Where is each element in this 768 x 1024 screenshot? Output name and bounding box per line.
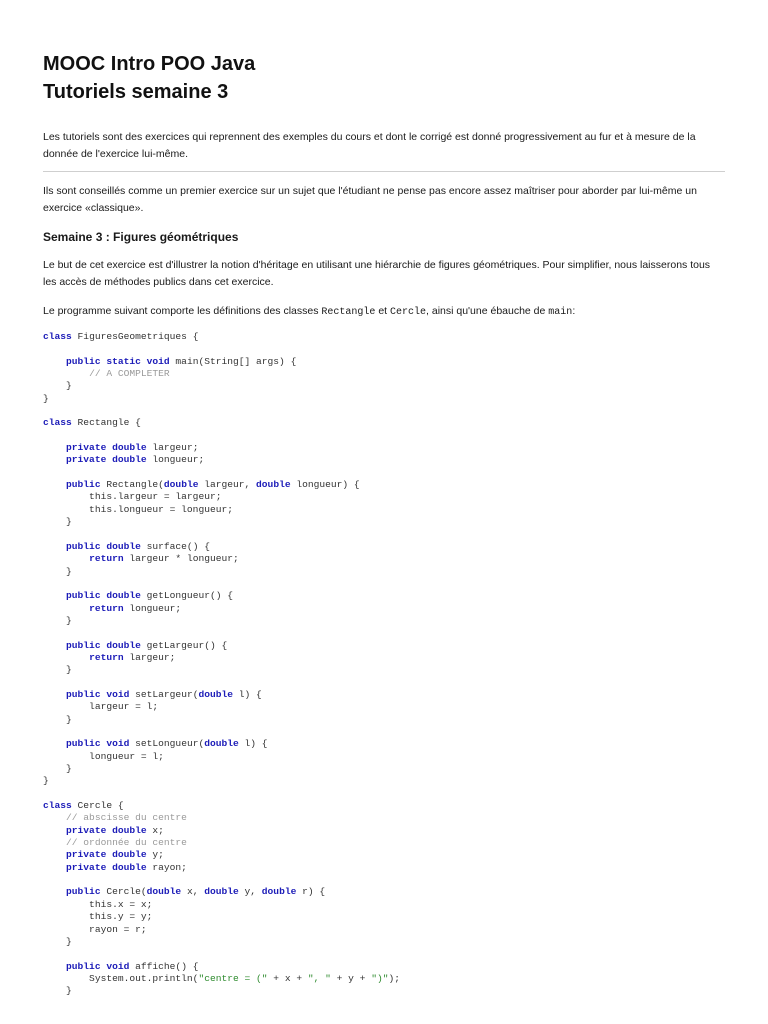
- code-text: Rectangle {: [71, 417, 141, 429]
- code-text: getLargeur() {: [140, 639, 228, 651]
- code-text: [43, 961, 66, 972]
- code-text: y;: [146, 849, 164, 861]
- program-intro-end: :: [572, 305, 576, 317]
- code-line: [43, 664, 72, 675]
- code-line: [43, 961, 198, 972]
- code-keyword: public void: [66, 688, 130, 700]
- code-line: [43, 812, 187, 823]
- code-line: [43, 380, 72, 391]
- code-line: [43, 640, 227, 651]
- code-text: [43, 356, 66, 367]
- code-line: [43, 899, 152, 910]
- code-text: }: [43, 713, 72, 725]
- code-text: [43, 368, 89, 379]
- program-intro-after: , ainsi qu'une ébauche de: [426, 305, 549, 317]
- code-keyword: double: [204, 738, 239, 750]
- code-keyword: private double: [66, 824, 147, 836]
- code-comment: // abscisse du centre: [66, 812, 187, 824]
- code-keyword: public double: [66, 540, 141, 552]
- section-heading: Semaine 3 : Figures géométriques: [43, 230, 239, 244]
- code-text: }: [43, 392, 49, 404]
- code-text: [43, 640, 66, 651]
- code-text: }: [43, 664, 72, 676]
- code-line: [43, 738, 268, 749]
- code-text: r) {: [296, 886, 326, 898]
- code-comment: // ordonnée du centre: [66, 837, 187, 849]
- code-keyword: double: [163, 479, 199, 491]
- code-line: [43, 491, 221, 502]
- code-text: }: [43, 763, 72, 775]
- code-text: [43, 442, 66, 453]
- code-text: x;: [146, 824, 164, 836]
- code-text: [43, 479, 66, 490]
- code-keyword: private double: [66, 454, 147, 466]
- code-block: [43, 331, 725, 998]
- code-keyword: public double: [66, 590, 141, 602]
- code-text: + y +: [330, 972, 372, 984]
- code-text: largeur;: [146, 442, 199, 454]
- code-keyword: double: [146, 886, 182, 898]
- code-text: [43, 825, 66, 836]
- program-intro-between: et: [375, 305, 390, 317]
- document-title: [43, 50, 725, 106]
- code-keyword: public: [66, 886, 101, 898]
- code-text: [43, 849, 66, 860]
- code-line: [43, 800, 124, 811]
- code-text: [43, 812, 66, 823]
- code-text: this.x = x;: [43, 898, 153, 910]
- code-text: largeur;: [123, 651, 176, 663]
- code-line: [43, 454, 204, 465]
- code-line: [43, 924, 147, 935]
- code-text: longueur;: [146, 454, 205, 466]
- code-line: [43, 751, 164, 762]
- code-line: [43, 714, 72, 725]
- divider: [43, 171, 725, 172]
- code-text: l) {: [233, 688, 262, 700]
- code-text: largeur * longueur;: [123, 553, 239, 565]
- code-line: [43, 504, 233, 515]
- code-line: [43, 985, 72, 996]
- code-text: }: [43, 985, 72, 997]
- code-line: [43, 973, 400, 984]
- code-line: [43, 615, 72, 626]
- code-text: }: [43, 516, 72, 528]
- code-line: [43, 886, 325, 897]
- code-text: }: [43, 380, 72, 392]
- code-text: );: [388, 972, 400, 984]
- code-line: [43, 566, 72, 577]
- code-keyword: return: [89, 602, 124, 614]
- code-keyword: return: [89, 651, 124, 663]
- code-keyword: double: [204, 886, 239, 898]
- goal-paragraph: Le but de cet exercice est d'illustrer la notion d'héritage en utilisant une hiérarchie de figures géométriques. Pour simplifier, nous laisserons tous les accès de méthodes publics dans cet exercice.: [43, 259, 711, 288]
- code-keyword: double: [256, 479, 291, 491]
- code-line: [43, 775, 49, 786]
- code-keyword: public void: [66, 960, 130, 972]
- code-line: [43, 689, 262, 700]
- code-line: [43, 837, 187, 848]
- code-keyword: public void: [66, 738, 130, 750]
- code-text: [43, 689, 66, 700]
- code-text: [43, 553, 89, 564]
- code-line: [43, 553, 239, 564]
- code-text: System.out.println(: [43, 972, 199, 984]
- code-text: }: [43, 935, 72, 947]
- code-text: rayon;: [146, 861, 187, 873]
- code-line: [43, 763, 72, 774]
- code-text: longueur = l;: [43, 750, 164, 762]
- inline-code-cercle: Cercle: [390, 307, 427, 318]
- code-keyword: private double: [66, 442, 147, 454]
- code-keyword: class: [43, 331, 72, 342]
- code-text: this.y = y;: [43, 911, 153, 923]
- code-text: Cercle {: [71, 800, 124, 812]
- code-line: [43, 825, 164, 836]
- code-line: [43, 590, 233, 601]
- code-text: getLongueur() {: [140, 590, 233, 602]
- code-text: }: [43, 565, 72, 577]
- code-keyword: double: [198, 688, 234, 700]
- code-text: affiche() {: [129, 960, 199, 972]
- code-keyword: public: [66, 479, 101, 491]
- code-line: [43, 516, 72, 527]
- inline-code-rectangle: Rectangle: [321, 307, 376, 318]
- code-keyword: class: [43, 417, 72, 429]
- code-text: Cercle(: [100, 886, 147, 898]
- code-text: FiguresGeometriques {: [71, 331, 199, 342]
- code-string: ", ": [307, 972, 331, 984]
- title-line-2: Tutoriels semaine 3: [43, 81, 229, 103]
- code-keyword: private double: [66, 849, 147, 861]
- code-line: [43, 442, 198, 453]
- code-line: [43, 652, 175, 663]
- code-line: [43, 368, 170, 379]
- code-line: [43, 849, 164, 860]
- code-text: [43, 862, 66, 873]
- intro-paragraph: Les tutoriels sont des exercices qui reprennent des exemples du cours et dont le corrigé est donné progressivement au fur et à mesure de la donnée de l'exercice lui-même.: [43, 131, 696, 160]
- code-text: largeur = l;: [43, 701, 159, 713]
- code-text: setLargeur(: [129, 688, 199, 700]
- code-keyword: public double: [66, 639, 141, 651]
- title-line-1: MOOC Intro POO Java: [43, 53, 256, 75]
- code-keyword: class: [43, 800, 72, 812]
- code-text: [43, 541, 66, 552]
- inline-code-main: main: [548, 307, 573, 318]
- code-comment: // A COMPLETER: [89, 368, 170, 380]
- code-text: longueur) {: [290, 479, 360, 491]
- code-keyword: private double: [66, 861, 147, 873]
- code-line: [43, 417, 141, 428]
- code-string: "centre = (": [198, 972, 268, 984]
- code-line: [43, 479, 360, 490]
- code-string: ")": [371, 972, 389, 984]
- code-text: + x +: [267, 972, 308, 984]
- code-text: this.longueur = longueur;: [43, 503, 233, 515]
- code-text: x,: [181, 886, 205, 898]
- code-text: }: [43, 775, 49, 787]
- code-text: }: [43, 614, 72, 626]
- code-text: this.largeur = largeur;: [43, 491, 222, 503]
- code-line: [43, 936, 72, 947]
- code-line: [43, 701, 158, 712]
- code-text: [43, 454, 66, 465]
- code-text: [43, 603, 89, 614]
- document-page: [43, 50, 725, 998]
- code-text: [43, 886, 66, 897]
- code-text: [43, 738, 66, 749]
- code-text: [43, 590, 66, 601]
- code-line: [43, 911, 152, 922]
- code-line: [43, 541, 210, 552]
- code-line: [43, 331, 198, 342]
- code-keyword: public static void: [66, 355, 170, 367]
- code-line: [43, 356, 296, 367]
- code-text: y,: [238, 886, 262, 898]
- code-line: [43, 862, 187, 873]
- code-text: setLongueur(: [129, 738, 205, 750]
- code-text: Rectangle(: [100, 479, 164, 491]
- code-keyword: return: [89, 553, 124, 565]
- program-intro-before: Le programme suivant comporte les définitions des classes: [43, 305, 322, 317]
- code-text: [43, 652, 89, 663]
- code-text: main(String[] args) {: [169, 355, 297, 367]
- code-text: longueur;: [123, 602, 182, 614]
- code-line: [43, 393, 49, 404]
- code-text: l) {: [238, 738, 268, 750]
- code-text: [43, 837, 66, 848]
- code-text: largeur,: [198, 479, 257, 491]
- code-keyword: double: [261, 886, 297, 898]
- program-intro-paragraph: [43, 303, 725, 321]
- advice-paragraph: Ils sont conseillés comme un premier exercice sur un sujet que l'étudiant ne pense pas encore assez maîtriser pour aborder par lui-même un exercice «classique».: [43, 185, 697, 214]
- code-line: [43, 603, 181, 614]
- code-text: rayon = r;: [43, 923, 147, 935]
- code-text: surface() {: [140, 540, 210, 552]
